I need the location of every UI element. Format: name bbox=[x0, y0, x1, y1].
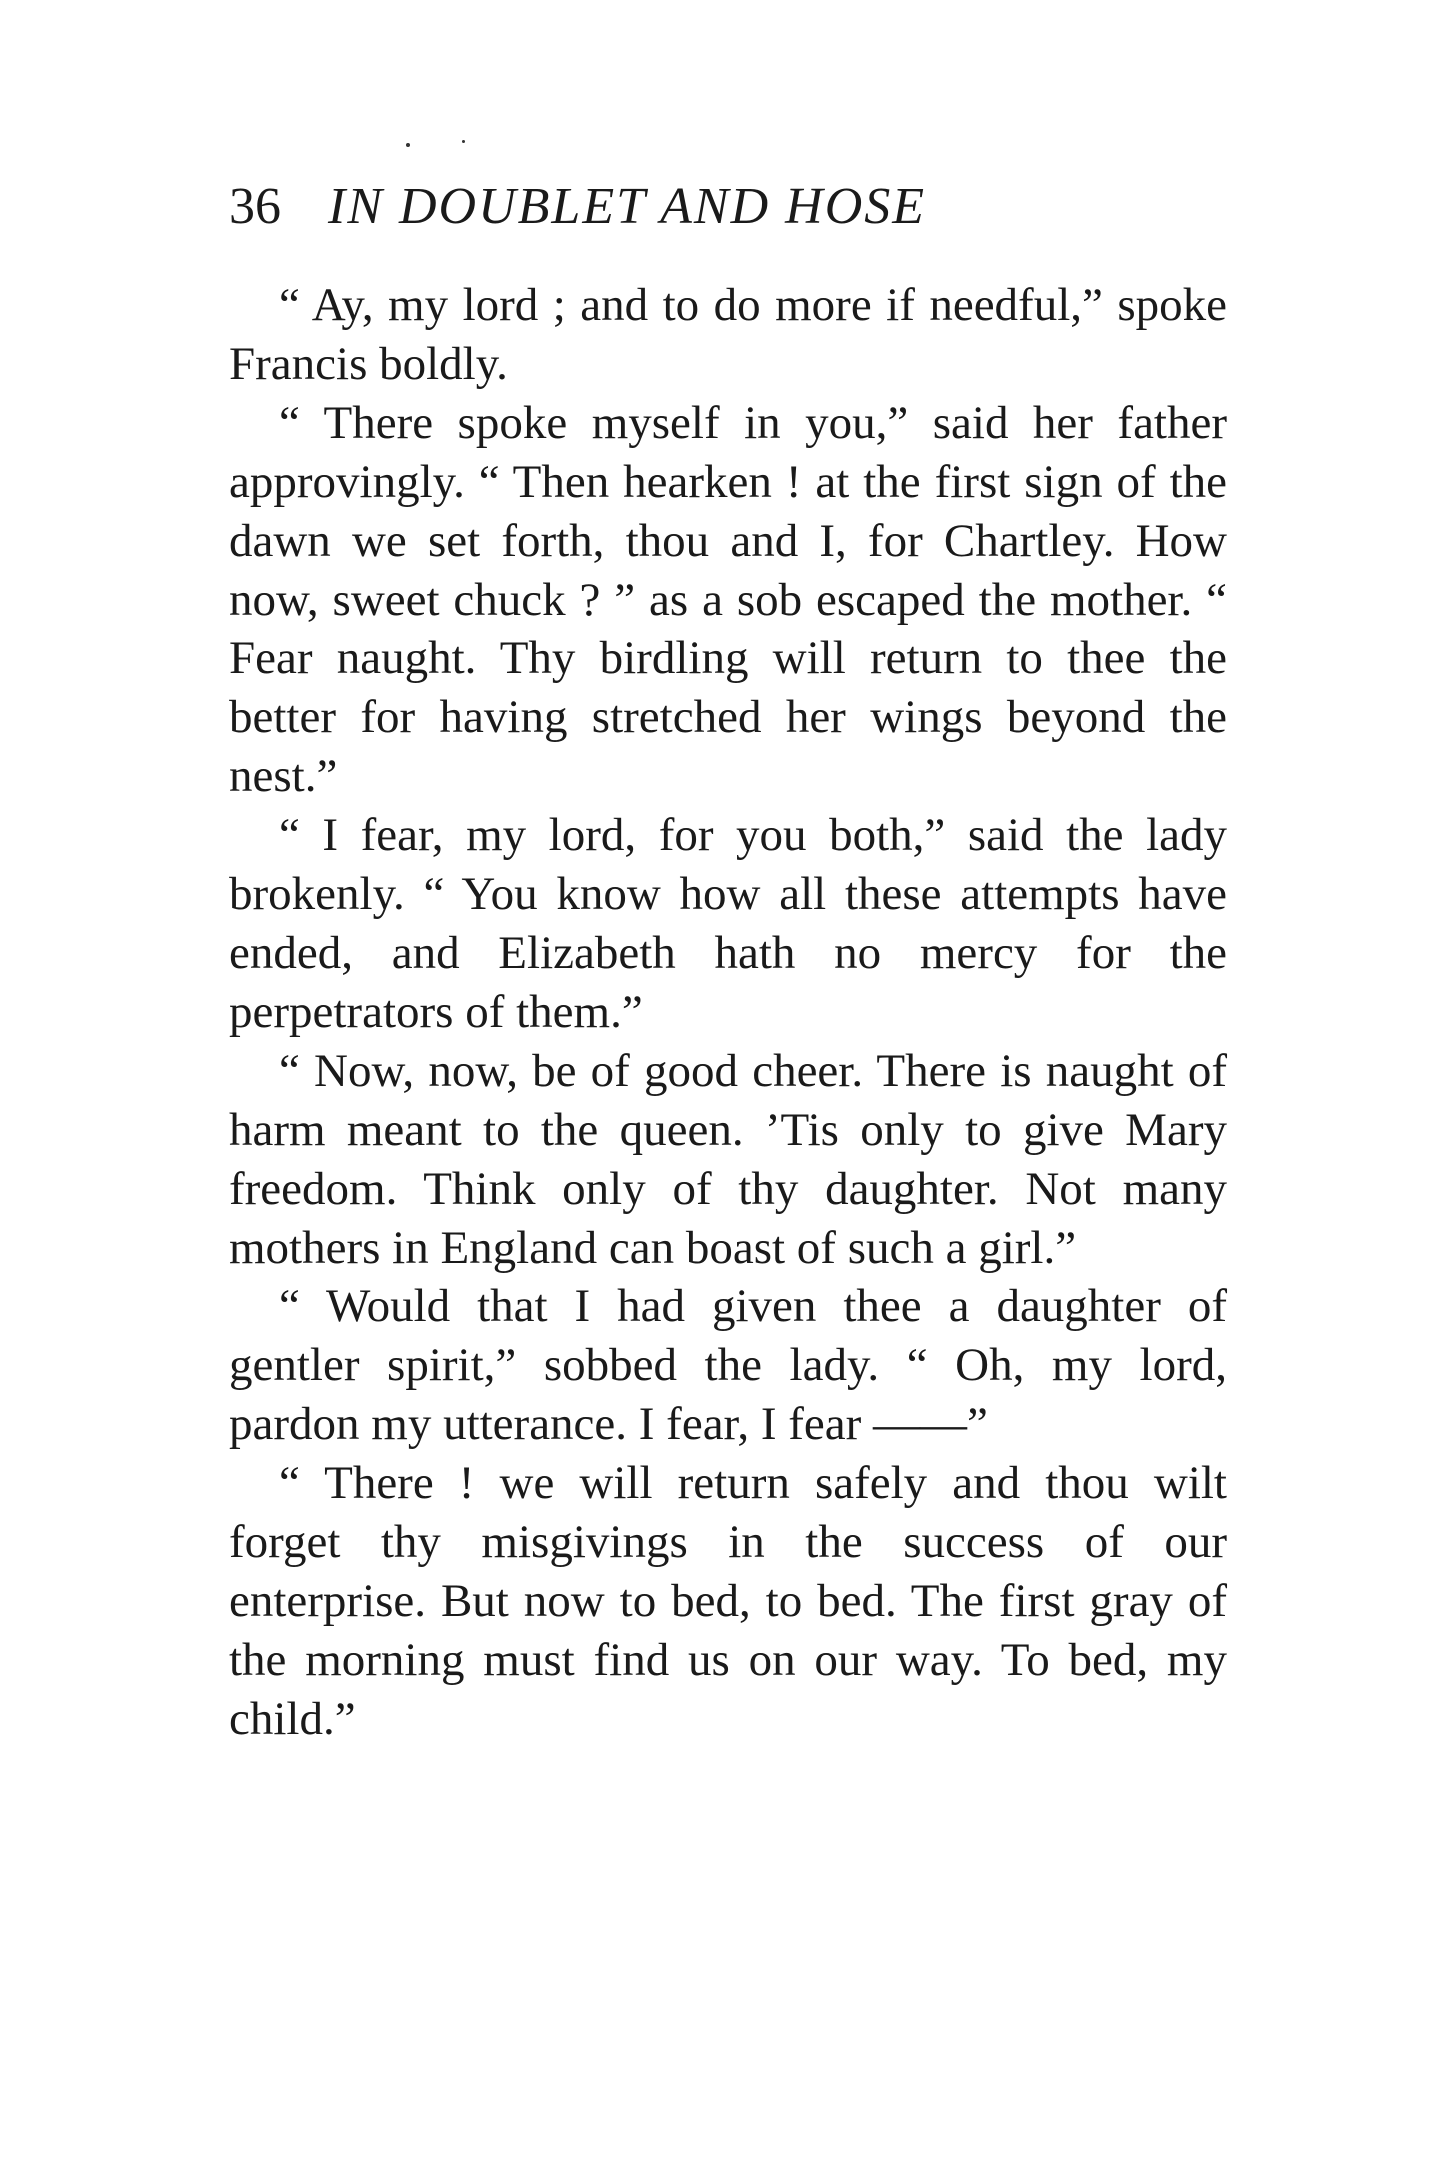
ink-speck bbox=[462, 140, 465, 143]
book-title: IN DOUBLET AND HOSE bbox=[328, 178, 927, 235]
paragraph: “ There spoke myself in you,” said her father approvingly. “ Then hearken ! at the first sign of the dawn we set forth, thou and I, for Chartley. How now, sweet chuck ? ” as a sob escaped the mother. “ Fear naught. Thy birdling will return to thee the better for having stretched her wings beyond the nest.” bbox=[229, 396, 1227, 803]
paragraph: “ Would that I had given thee a daughter of gentler spirit,” sobbed the lady. “ Oh, my lord, pardon my utterance. I fear, I fear ——” bbox=[229, 1280, 1227, 1451]
running-head bbox=[229, 172, 1229, 242]
page-number: 36 bbox=[229, 178, 281, 235]
paragraph: “ Ay, my lord ; and to do more if needful,” spoke Francis boldly. bbox=[229, 279, 1227, 390]
paragraph: “ There ! we will return safely and thou wilt forget thy misgivings in the success of our enterprise. But now to bed, to bed. The first gray of the morning must find us on our way. To bed, my child.” bbox=[229, 1457, 1227, 1745]
ink-speck bbox=[406, 143, 410, 147]
body-text bbox=[229, 276, 1227, 1749]
paragraph: “ I fear, my lord, for you both,” said the lady brokenly. “ You know how all these attempts have ended, and Elizabeth hath no mercy for the perpetrators of them.” bbox=[229, 809, 1227, 1038]
paragraph: “ Now, now, be of good cheer. There is naught of harm meant to the queen. ’Tis only to give Mary freedom. Think only of thy daughter. Not many mothers in England can boast of such a girl.” bbox=[229, 1044, 1227, 1274]
